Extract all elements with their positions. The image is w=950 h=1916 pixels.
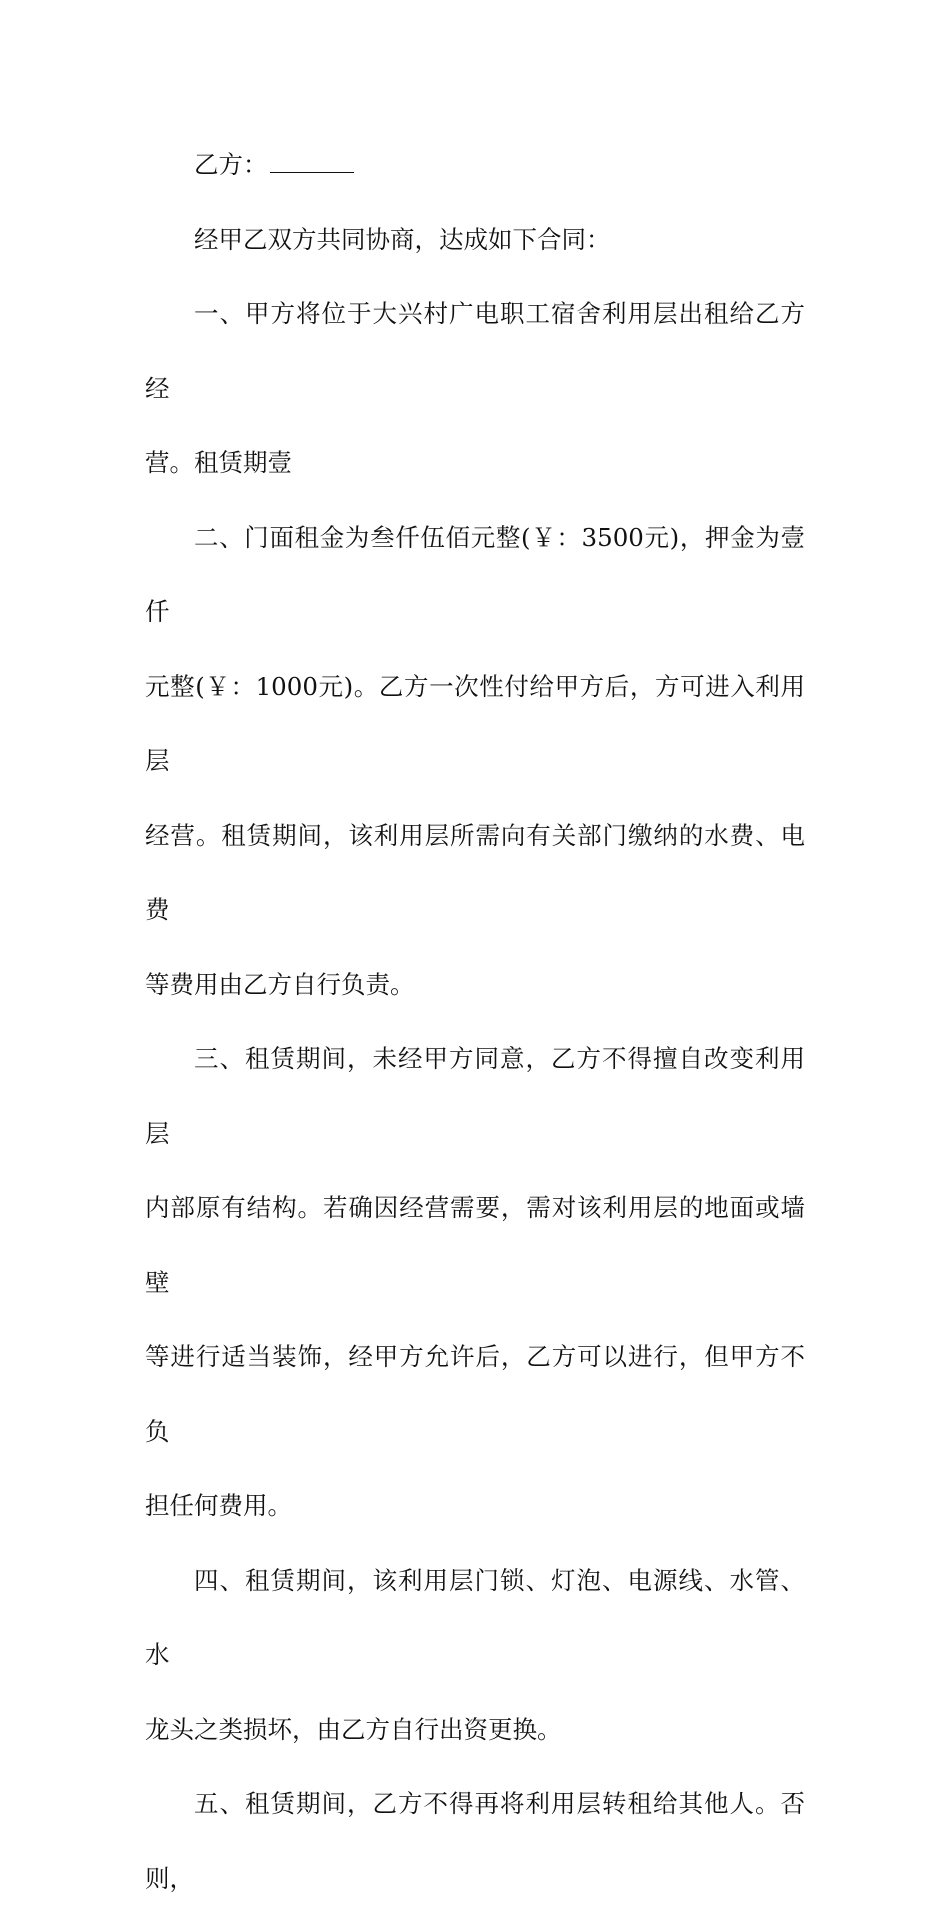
paragraph-line: 经甲乙双方共同协商，达成如下合同： (194, 224, 611, 254)
paragraph-line: 元整(￥：1000元)。乙方一次性付给甲方后，方可进入利用层 (145, 671, 805, 775)
paragraph-line: 内部原有结构。若确因经营需要，需对该利用层的地面或墙壁 (145, 1193, 805, 1297)
paragraph-line: 等进行适当装饰，经甲方允许后，乙方可以进行，但甲方不负 (145, 1342, 805, 1446)
party-b-label: 乙方： (194, 150, 268, 179)
clause-2 (145, 501, 805, 1023)
document-page (145, 128, 805, 1916)
party-b-line (145, 128, 805, 203)
paragraph-line: 担任何费用。 (145, 1491, 292, 1520)
party-b-text (145, 128, 805, 203)
clause-3 (145, 1022, 805, 1544)
paragraph-line: 等费用由乙方自行负责。 (145, 969, 415, 999)
paragraph-line: 龙头之类损坏，由乙方自行出资更换。 (145, 1714, 562, 1744)
paragraph-line: 三、租赁期间，未经甲方同意，乙方不得擅自改变利用层 (145, 1044, 805, 1148)
clause-5 (145, 1767, 805, 1916)
paragraph-line: 一、甲方将位于大兴村广电职工宿舍利用层出租给乙方经 (145, 299, 805, 403)
paragraph-line: 经营。租赁期间，该利用层所需向有关部门缴纳的水费、电费 (145, 820, 805, 924)
paragraph-line: 营。租赁期壹 (145, 448, 292, 477)
paragraph-line: 二、门面租金为叁仟伍佰元整(￥：3500元)，押金为壹仟 (145, 522, 805, 626)
party-b-blank (270, 171, 354, 173)
paragraph-line: 四、租赁期间，该利用层门锁、灯泡、电源线、水管、水 (145, 1565, 805, 1669)
clause-1 (145, 277, 805, 501)
clause-4 (145, 1544, 805, 1768)
paragraph-intro (145, 203, 805, 278)
paragraph-line: 五、租赁期间，乙方不得再将利用层转租给其他人。否则， (145, 1789, 805, 1893)
